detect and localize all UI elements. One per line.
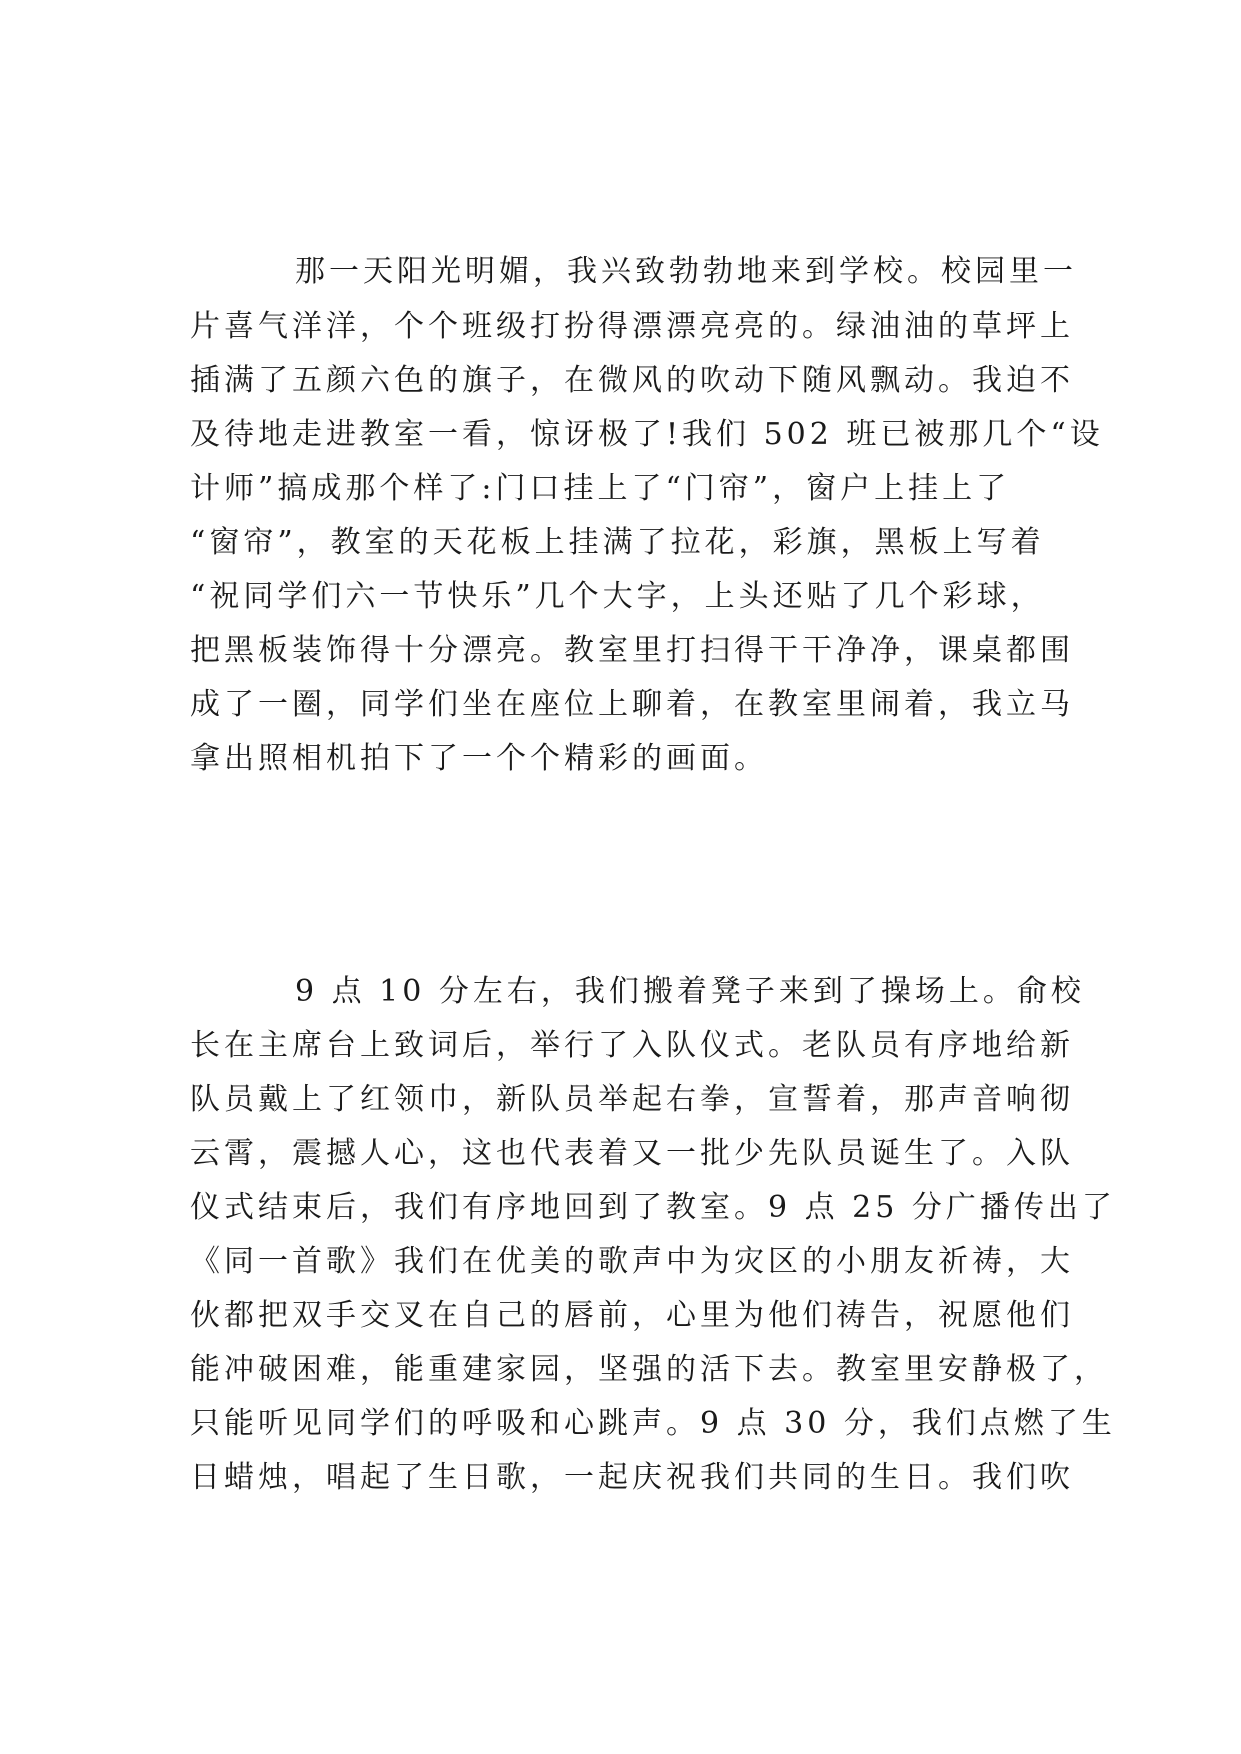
- paragraph-line: “祝同学们六一节快乐”几个大字，上头还贴了几个彩球，: [190, 579, 1045, 614]
- paragraph-line: 及待地走进教室一看，惊讶极了!我们 502 班已被那几个“设: [190, 417, 1104, 452]
- paragraph-line: 片喜气洋洋，个个班级打扮得漂漂亮亮的。绿油油的草坪上: [190, 309, 1074, 344]
- paragraph-line: 插满了五颜六色的旗子，在微风的吹动下随风飘动。我迫不: [190, 363, 1074, 398]
- paragraph-line: 伙都把双手交叉在自己的唇前，心里为他们祷告，祝愿他们: [190, 1298, 1074, 1333]
- paragraph-line: 队员戴上了红领巾，新队员举起右拳，宣誓着，那声音响彻: [190, 1082, 1074, 1117]
- paragraph-line: 只能听见同学们的呼吸和心跳声。9 点 30 分，我们点燃了生: [190, 1406, 1116, 1441]
- paragraph-line: 拿出照相机拍下了一个个精彩的画面。: [190, 741, 768, 776]
- paragraph-line: 能冲破困难，能重建家园，坚强的活下去。教室里安静极了，: [190, 1352, 1108, 1387]
- paragraph-line: 那一天阳光明媚，我兴致勃勃地来到学校。校园里一: [295, 254, 1077, 289]
- paragraph-line: 把黑板装饰得十分漂亮。教室里打扫得干干净净，课桌都围: [190, 633, 1074, 668]
- paragraph-line: 日蜡烛，唱起了生日歌，一起庆祝我们共同的生日。我们吹: [190, 1460, 1074, 1495]
- paragraph-line: 云霄，震撼人心，这也代表着又一批少先队员诞生了。入队: [190, 1136, 1074, 1171]
- paragraph-line: 长在主席台上致词后，举行了入队仪式。老队员有序地给新: [190, 1028, 1074, 1063]
- paragraph-line: 《同一首歌》我们在优美的歌声中为灾区的小朋友祈祷，大: [190, 1244, 1074, 1279]
- paragraph-line: 仪式结束后，我们有序地回到了教室。9 点 25 分广播传出了: [190, 1190, 1116, 1225]
- paragraph-line: 成了一圈，同学们坐在座位上聊着，在教室里闹着，我立马: [190, 687, 1074, 722]
- paragraph-line: 9 点 10 分左右，我们搬着凳子来到了操场上。俞校: [295, 974, 1085, 1009]
- paragraph-line: “窗帘”，教室的天花板上挂满了拉花，彩旗，黑板上写着: [190, 525, 1045, 560]
- paragraph-line: 计师”搞成那个样了:门口挂上了“门帘”，窗户上挂上了: [190, 471, 1011, 506]
